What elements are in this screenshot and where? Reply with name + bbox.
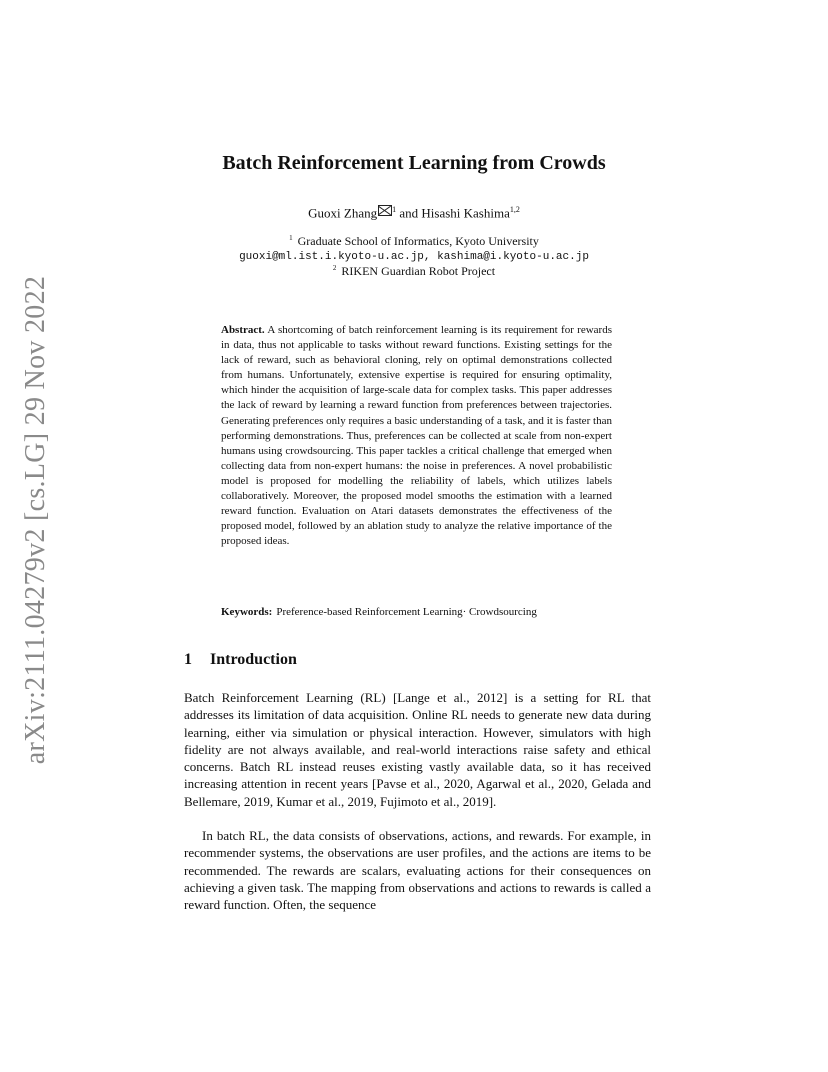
envelope-icon [378,205,392,216]
section-title: Introduction [210,651,297,668]
paper-title: Batch Reinforcement Learning from Crowds [222,152,606,174]
intro-paragraph-2: In batch RL, the data consists of observations, actions, and rewards. For example, in recommender systems, the observations are user profiles, and the actions are items to be recommended. The rewards are scalars, evaluating actions for their consequences on achieving a given task. The mapping from observations and actions to rewards is called a reward function. Often, the sequence [184,828,651,913]
keywords-label: Keywords: [221,606,273,618]
abstract-text: A shortcoming of batch reinforcement learning is its requirement for rewards in data, thus not applicable to tasks without reward functions. Existing settings for the lack of reward, such as behavioral cloning, rely on optimal demonstrations collected from humans. Unfortunately, extensive expertise is required for ensuring optimality, which hinder the acquisition of large-scale data for complex tasks. This paper addresses the lack of reward by learning a reward function from preferences between trajectories. Generating preferences only requires a basic understanding of a task, and it is faster than performing demonstrations. Thus, preferences can be collected at scale from non-expert humans using crowdsourcing. This paper tackles a critical challenge that emerged when collecting data from non-expert humans: the noise in preferences. A novel probabilistic model is proposed for modelling the reliability of labels, which utilizes labels collaboratively. Moreover, the proposed model smooths the estimation with a learned reward function. Evaluation on Atari datasets demonstrates the effectiveness of the proposed model, followed by an ablation study to analyze the relative importance of the proposed ideas. [221,324,612,548]
author-2-name: Hisashi Kashima [421,205,510,221]
intro-paragraph-1: Batch Reinforcement Learning (RL) [Lange et al., 2012] is a setting for RL that addresses its limitation of data acquisition. Online RL needs to generate new data during learning, either via simulation or physical interaction. However, simulators with high fidelity are not always available, and real-world interactions raise safety and ethical concerns. Batch RL instead reuses existing vastly available data, so it has received increasing attention in recent years [Pavse et al., 2020, Agarwal et al., 2020, Gelada and Bellemare, 2019, Kumar et al., 2019, Fujimoto et al., 2019]. [184,690,651,809]
arxiv-identifier-text: arXiv:2111.04279v2 [cs.LG] 29 Nov 2022 [20,275,51,765]
arxiv-identifier-sidebar [14,275,58,765]
section-number: 1 [184,651,192,668]
keywords [221,606,612,618]
affiliation-2-text: RIKEN Guardian Robot Project [341,264,496,278]
keywords-text: Preference-based Reinforcement Learning· Crowdsourcing [276,606,537,618]
affiliation-2-mark: 2 [332,264,337,272]
author-2-affiliation-mark: 1,2 [509,205,520,214]
section-heading-introduction [184,651,297,669]
author-conjunction: and [396,205,422,221]
author-line [0,205,828,221]
author-1-name: Guoxi Zhang [308,205,378,221]
author-emails: guoxi@ml.ist.i.kyoto-u.ac.jp, kashima@i.kyoto-u.ac.jp [239,251,589,263]
affiliation-1-text: Graduate School of Informatics, Kyoto University [297,234,539,248]
affiliation-1-mark: 1 [289,234,293,242]
author-1-affiliation-mark: 1 [392,205,397,214]
abstract-label: Abstract. [221,324,265,336]
abstract [221,323,612,549]
affiliation-2 [0,264,828,279]
affiliation-1 [0,234,828,249]
